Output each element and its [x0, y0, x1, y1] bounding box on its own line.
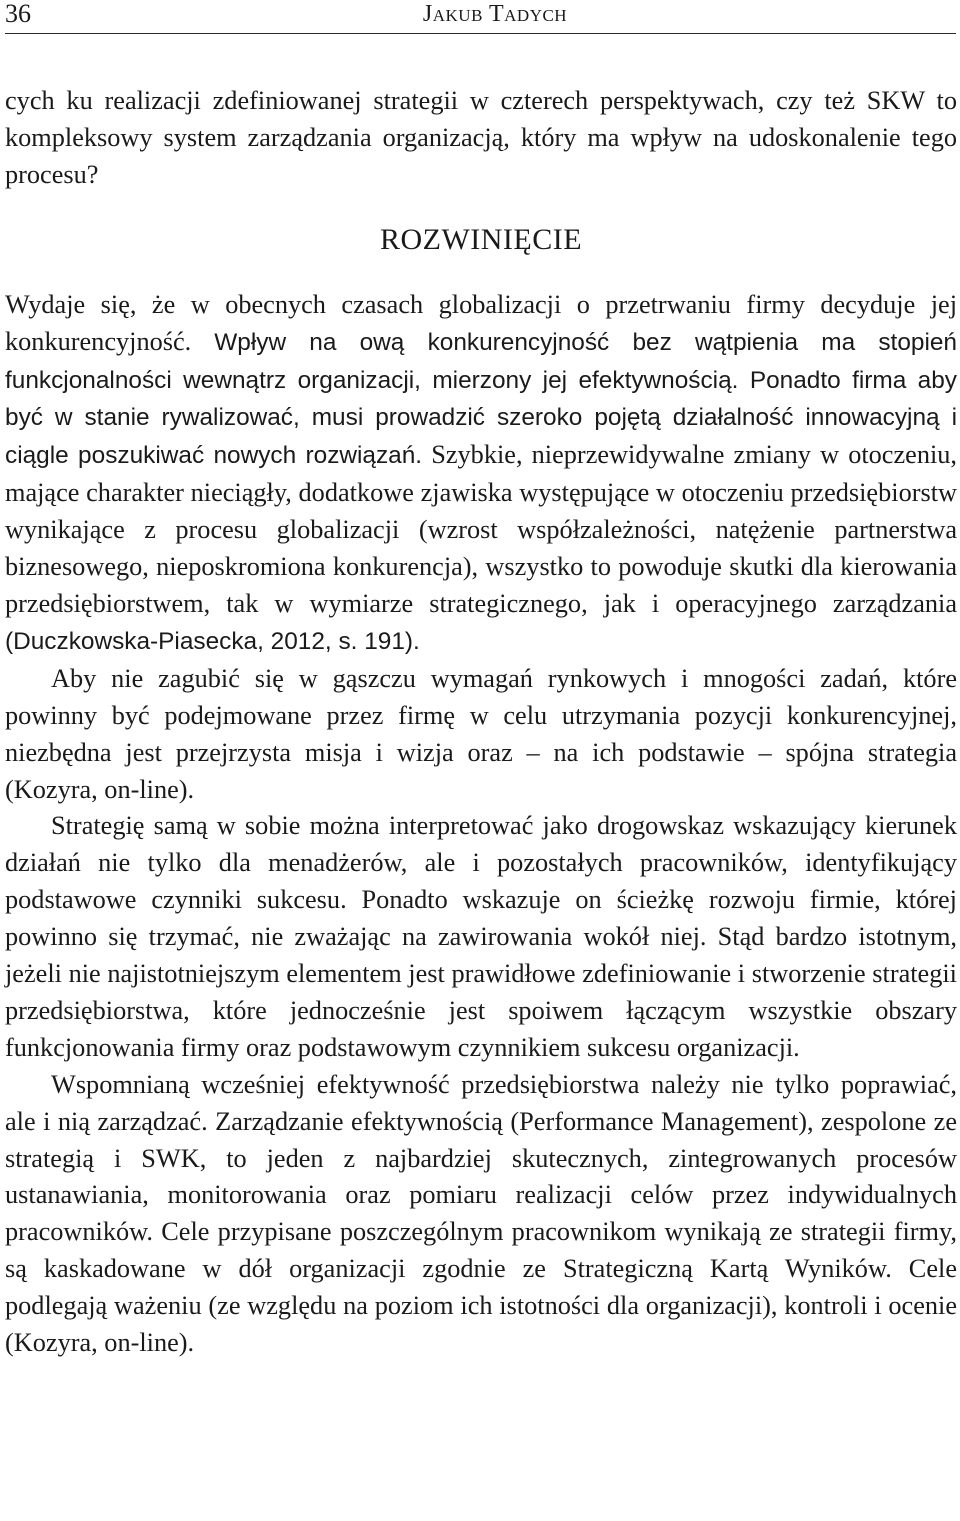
running-header: [5, 0, 956, 34]
paragraph-3: Strategię samą w sobie można interpretować jako drogowskaz wskazujący kierunek działań nie tylko dla menadżerów, ale i pozostałych pracowników, identyfikujący podstawowe czynniki sukcesu. Ponadto wskazuje on ścieżkę rozwoju firmie, której powinno się trzymać, nie zważając na zawirowania wokół niej. Stąd bardzo istotnym, jeżeli nie najistotniejszym elementem jest prawidłowe zdefiniowanie i stworzenie strategii przedsiębiorstwa, które jednocześnie jest spoiwem łączącym wszystkie obszary funkcjonowania firmy oraz podstawowym czynnikiem sukcesu organizacji.: [5, 811, 957, 1062]
section-heading: ROZWINIĘCIE: [379, 222, 583, 256]
paragraph-1-part-c: Szybkie, nieprzewidywalne zmiany w otoczeniu, mające charakter nieciągły, dodatkowe zjawiska występujące w otoczeniu przedsiębiorstw wynikające z procesu globalizacji (wzrost współzależności, natężenie partnerstwa biznesowego, nieposkromiona konkurencja), wszystko to powoduje skutki dla kierowania przedsiębiorstwem, tak w wymiarze strategicznego, jak i operacyjnego zarządzania: [5, 440, 957, 618]
paragraph-1: [5, 287, 957, 661]
paragraph-1-citation: (Duczkowska-Piasecka, 2012, s. 191).: [5, 627, 420, 655]
running-title: Jakub Tadych: [422, 1, 568, 27]
paragraph-1-part-a: Wydaje się, że w obecnych czasach globalizacji o przetrwaniu firmy decyduje jej konkurencyjność.: [5, 289, 957, 356]
paragraph-1-part-b: Wpływ na ową konkurencyjność bez wątpienia ma stopień funkcjonalności wewnątrz organizacji, mierzony jej efektywnością. Ponadto firma aby być w stanie rywalizować, musi prowadzić szeroko pojętą działalność innowacyjną i ciągle poszukiwać nowych rozwiązań.: [5, 328, 958, 470]
body-text: [5, 83, 957, 1362]
paragraph-4: Wspomnianą wcześniej efektywność przedsiębiorstwa należy nie tylko poprawiać, ale i nią zarządzać. Zarządzanie efektywnością (Performance Management), zespolone ze strategią i SWK, to jeden z najbardziej skutecznych, zintegrowanych procesów ustanawiania, monitorowania oraz pomiaru realizacji celów przez indywidualnych pracowników. Cele przypisane poszczególnym pracownikom wynikają ze strategii firmy, są kaskadowane w dół organizacji zgodnie ze Strategiczną Kartą Wyników. Cele podlegają ważeniu (ze względu na poziom ich istotności dla organizacji), kontroli i ocenie (Kozyra, on-line).: [5, 1069, 957, 1358]
paragraph-2: Aby nie zagubić się w gąszczu wymagań rynkowych i mnogości zadań, które powinny być podejmowane przez firmę w celu utrzymania pozycji konkurencyjnej, niezbędna jest przejrzysta misja i wizja oraz – na ich podstawie – spójna strategia (Kozyra, on-line).: [5, 663, 957, 804]
page-number: 36: [5, 0, 31, 28]
intro-paragraph: cych ku realizacji zdefiniowanej strategii w czterech perspektywach, czy też SKW to kompleksowy system zarządzania organizacją, który ma wpływ na udoskonalenie tego procesu?: [5, 86, 957, 189]
